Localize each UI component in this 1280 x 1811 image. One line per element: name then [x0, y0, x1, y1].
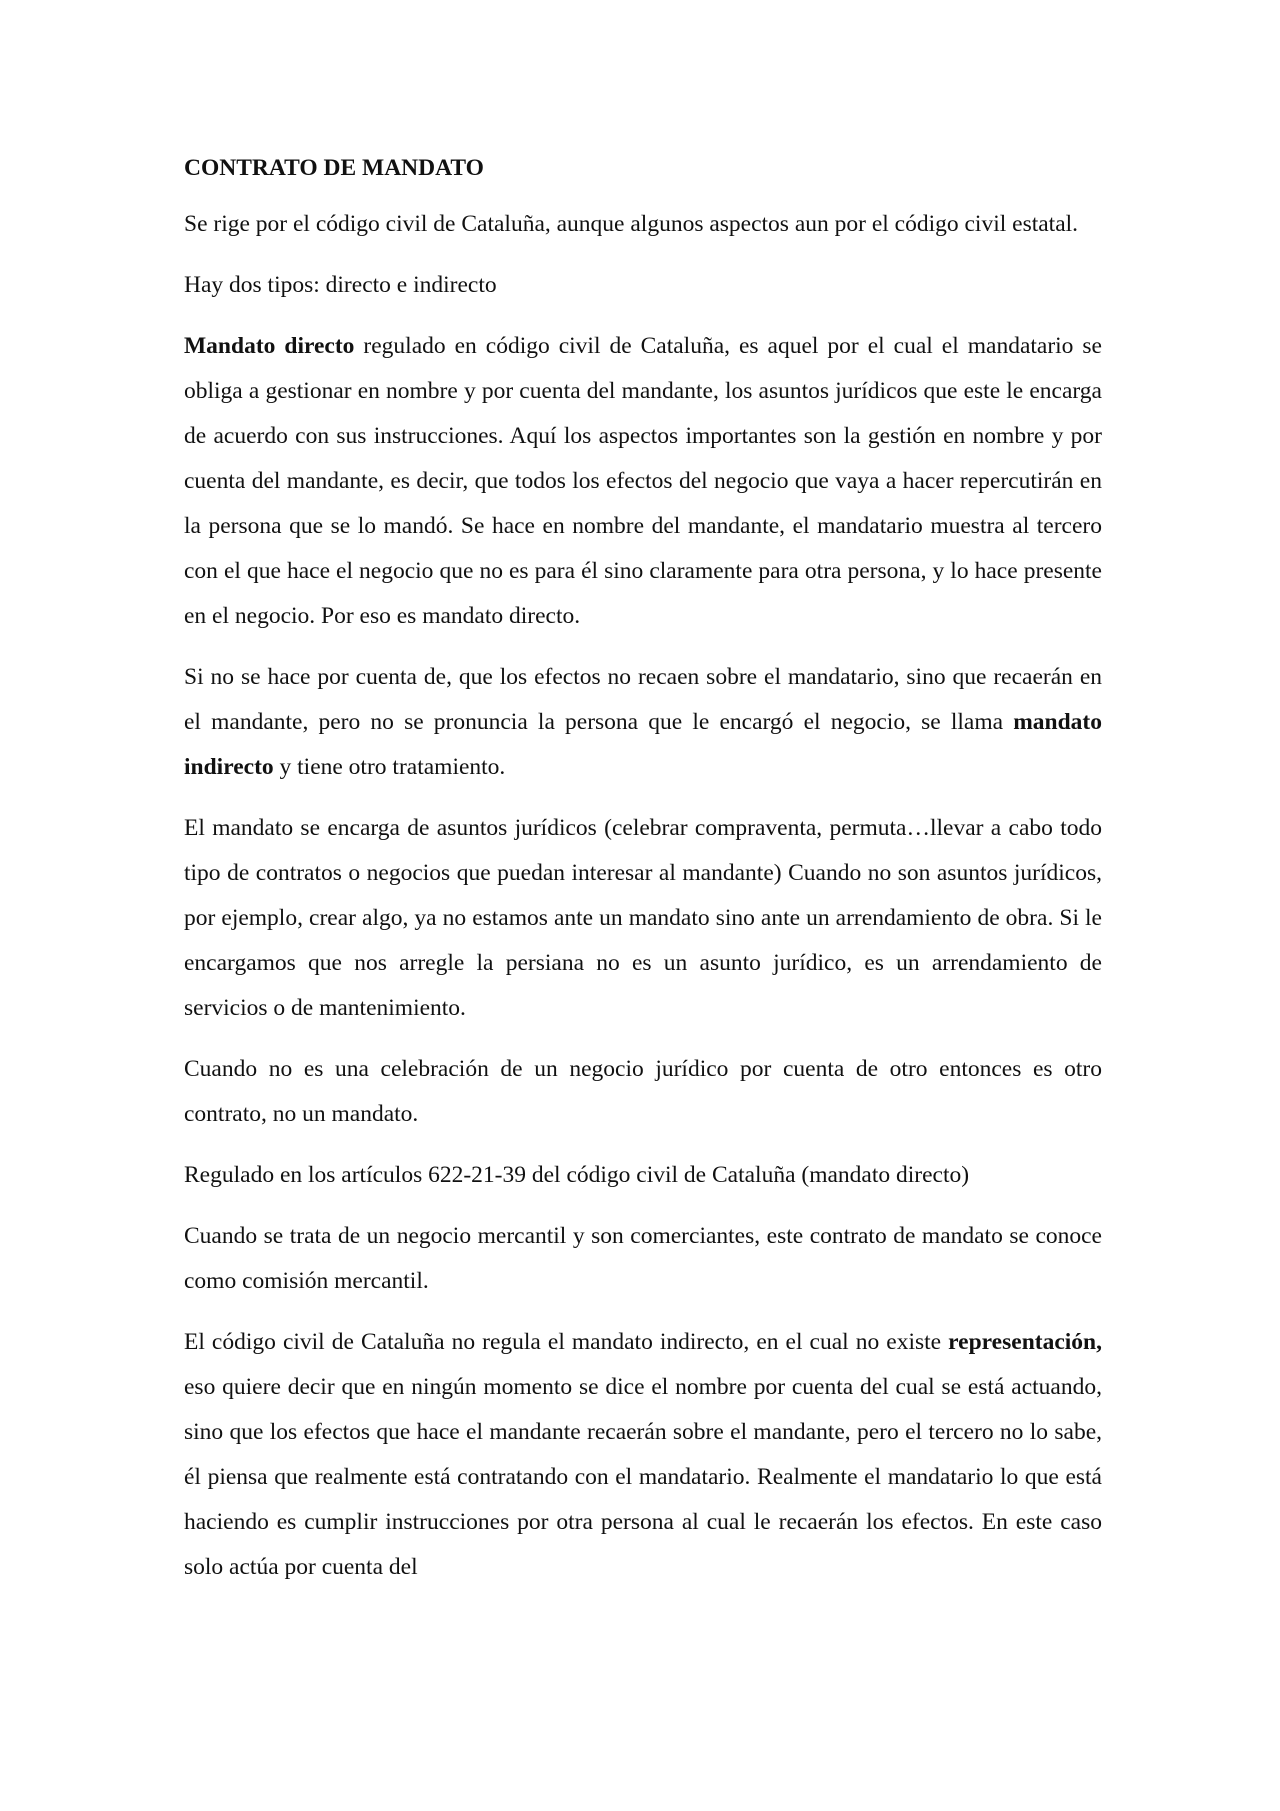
paragraph-6: Cuando no es una celebración de un negocio jurídico por cuenta de otro entonces es otro contrato, no un mandato.	[184, 1056, 1102, 1127]
bold-term-representacion: representación,	[948, 1329, 1102, 1355]
document-page	[184, 148, 1102, 1606]
bold-term-mandato-directo: Mandato directo	[184, 333, 355, 359]
paragraph-5: El mandato se encarga de asuntos jurídicos (celebrar compraventa, permuta…llevar a cabo todo tipo de contratos o negocios que puedan interesar al mandante) Cuando no son asuntos jurídicos, por ejemplo, crear algo, ya no estamos ante un mandato sino ante un arrendamiento de obra. Si le encargamos que nos arregle la persiana no es un asunto jurídico, es un arrendamiento de servicios o de mantenimiento.	[184, 815, 1102, 1021]
paragraph-3	[184, 324, 1102, 639]
paragraph-3-text: regulado en código civil de Cataluña, es aquel por el cual el mandatario se obliga a gestionar en nombre y por cuenta del mandante, los asuntos jurídicos que este le encarga de acuerdo con sus instrucciones. Aquí los aspectos importantes son la gestión en nombre y por cuenta del mandante, es decir, que todos los efectos del negocio que vaya a hacer repercutirán en la persona que se lo mandó. Se hace en nombre del mandante, el mandatario muestra al tercero con el que hace el negocio que no es para él sino claramente para otra persona, y lo hace presente en el negocio. Por eso es mandato directo.	[184, 333, 1102, 629]
paragraph-4-text-after: y tiene otro tratamiento.	[273, 754, 506, 780]
paragraph-7: Regulado en los artículos 622-21-39 del código civil de Cataluña (mandato directo)	[184, 1162, 970, 1188]
paragraph-9-text-after: eso quiere decir que en ningún momento se dice el nombre por cuenta del cual se está actuando, sino que los efectos que hace el mandante recaerán sobre el mandante, pero el tercero no lo sabe, él piensa que realmente está contratando con el mandatario. Realmente el mandatario lo que está haciendo es cumplir instrucciones por otra persona al cual le recaerán los efectos. En este caso solo actúa por cuenta del	[184, 1374, 1102, 1580]
paragraph-9	[184, 1320, 1102, 1590]
paragraph-9-text-before: El código civil de Cataluña no regula el mandato indirecto, en el cual no existe	[184, 1329, 949, 1355]
bold-term-mandato-indirecto: mandato indirecto	[184, 709, 1102, 780]
document-title: CONTRATO DE MANDATO	[184, 155, 484, 181]
paragraph-4-text-before: Si no se hace por cuenta de, que los efectos no recaen sobre el mandatario, sino que recaerán en el mandante, pero no se pronuncia la persona que le encargó el negocio, se llama	[184, 664, 1102, 735]
paragraph-8: Cuando se trata de un negocio mercantil y son comerciantes, este contrato de mandato se conoce como comisión mercantil.	[184, 1223, 1102, 1294]
paragraph-1: Se rige por el código civil de Cataluña, aunque algunos aspectos aun por el código civil estatal.	[184, 211, 1079, 237]
paragraph-2: Hay dos tipos: directo e indirecto	[184, 272, 497, 298]
paragraph-4	[184, 655, 1102, 790]
